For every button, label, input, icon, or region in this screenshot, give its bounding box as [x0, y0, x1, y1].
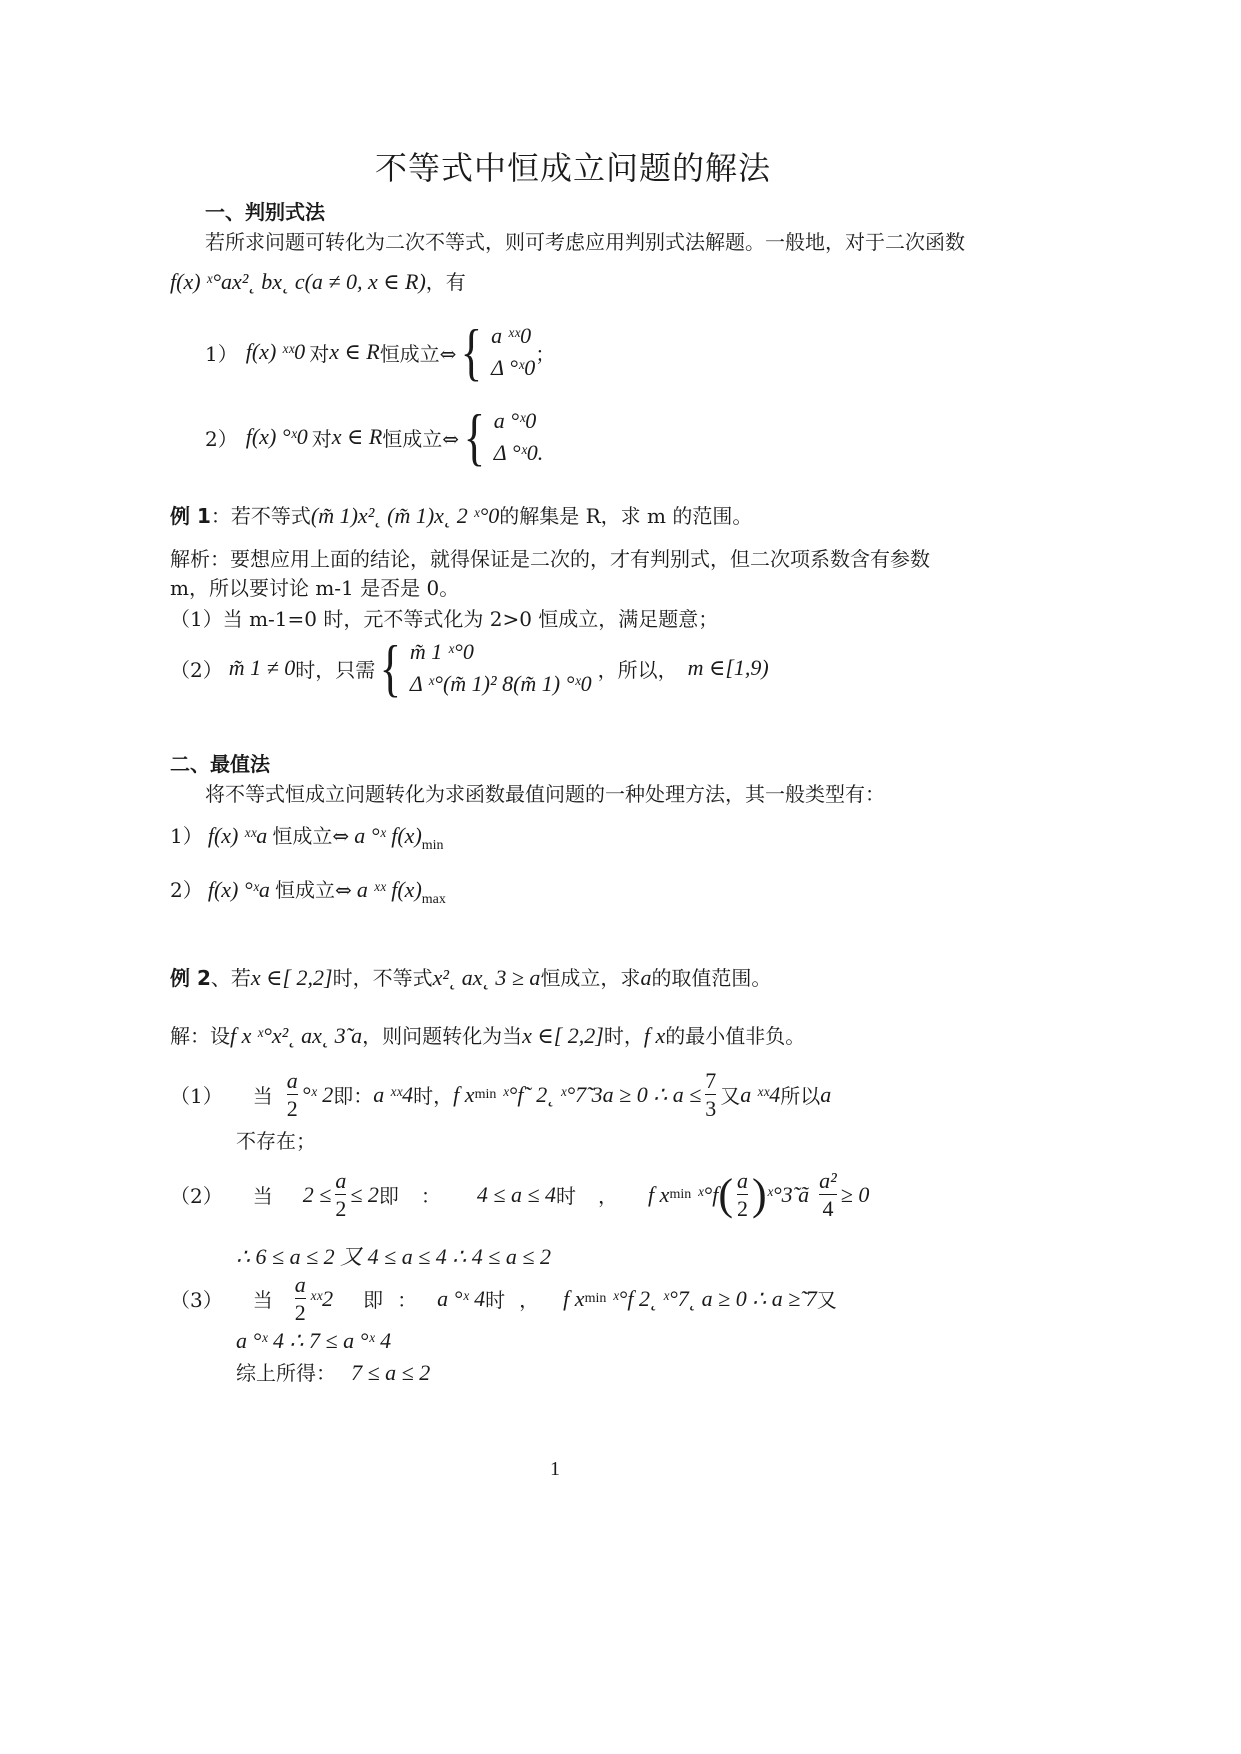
- case-1-fmin: f x: [453, 1081, 475, 1107]
- example-1-analysis-2: m，所以要讨论 m-1 是否是 0。: [170, 576, 460, 600]
- condition-2-dui: 对: [311, 426, 332, 451]
- page-title: 不等式中恒成立问题的解法: [375, 149, 772, 187]
- solution-range: x ∈[ 2,2]: [522, 1023, 604, 1048]
- condition-2-number: 2）: [205, 426, 238, 451]
- case-3-fraction: [295, 1272, 306, 1326]
- case-2-right: ≤ 2: [350, 1181, 379, 1207]
- left-paren-icon: (: [718, 1170, 733, 1220]
- case-2-square-fraction: [819, 1168, 837, 1222]
- solution-def: f x ˣ°x²˛ ax˛ 3̃ a: [230, 1023, 363, 1048]
- fraction-bar: [737, 1194, 748, 1195]
- condition-1-end: ；: [535, 341, 556, 366]
- example-1-inequality: (m̃ 1)x²˛ (m̃ 1)x˛ 2 ˣ°0: [310, 503, 500, 528]
- example-2-inequality: x²˛ ax˛ 3 ≥ a: [432, 965, 541, 990]
- fraction-bar: [287, 1094, 298, 1095]
- condition-2-row-2: Δ °ˣ0.: [493, 440, 544, 465]
- page-number: 1: [550, 1458, 560, 1480]
- case-3-fraction-den: 2: [294, 1300, 306, 1326]
- type-2-number: 2）: [170, 878, 203, 902]
- quadratic-function: f(x) ˣ°ax²˛ bx˛ c(a ≠ 0, x ∈ R): [170, 269, 426, 294]
- case-3-min: min: [584, 1290, 607, 1306]
- example-2-solution-intro: [170, 1020, 805, 1049]
- case-3-number: （3）: [170, 1288, 223, 1313]
- case-2-square-den: 4: [822, 1196, 834, 1222]
- case-1-line-2: 不存在；: [236, 1129, 316, 1153]
- condition-2-row-1: a °ˣ0: [493, 408, 537, 433]
- example-1-suffix: 的解集是 R，求 m 的范围。: [499, 504, 753, 528]
- example-2-post-1: 恒成立，求: [540, 966, 641, 990]
- case-1-cond: a ˣˣ4: [373, 1081, 414, 1107]
- case-2-comma: ，: [598, 1184, 619, 1209]
- case-2-line-2: ∴ 6 ≤ a ≤ 2 又 4 ≤ a ≤ 4 ∴ 4 ≤ a ≤ 2: [236, 1244, 551, 1269]
- case-2-shi: 时: [556, 1184, 577, 1209]
- example-2-question: [170, 962, 771, 991]
- case-3-comma: ，: [519, 1288, 540, 1313]
- case-3-compare: ˣˣ2: [309, 1285, 334, 1311]
- condition-2-system: [494, 408, 544, 466]
- case-3-fraction-num: a: [294, 1272, 306, 1297]
- case-3-ji: 即: [363, 1288, 384, 1313]
- condition-1-row-2: Δ °ˣ0: [491, 355, 536, 380]
- example-2-a: a: [640, 965, 652, 990]
- condition-1-system: [491, 323, 535, 381]
- case-3-when: 当: [252, 1288, 273, 1313]
- example-1-case-2-mid: 时，只需: [295, 657, 376, 682]
- case-2-paren-den: 2: [737, 1196, 748, 1222]
- condition-1-number: 1）: [205, 341, 238, 366]
- type-1-rhs: a °ˣ f(x): [354, 823, 422, 848]
- condition-1-domain: x ∈ R: [329, 339, 380, 364]
- example-1-system-row-2: Δ ˣ°(m̃ 1)² 8(m̃ 1) °ˣ0: [409, 671, 592, 696]
- case-2-cond: 4 ≤ a ≤ 4: [476, 1181, 557, 1207]
- case-1-suoyi: 所以: [780, 1084, 821, 1109]
- solution-mid-2: 时，: [603, 1024, 644, 1048]
- type-2-mid: 恒成立⇔: [274, 878, 352, 902]
- section-1-heading: 一、判别式法: [205, 200, 325, 224]
- case-1-bound-fraction: [705, 1068, 716, 1122]
- case-1-compare: °ˣ 2: [301, 1081, 334, 1107]
- type-1: [170, 820, 444, 854]
- example-1-analysis-4: [170, 632, 769, 703]
- quadratic-function-tail: ，有: [425, 270, 466, 294]
- example-2-mid: 时，不等式: [332, 966, 433, 990]
- type-2-lhs: f(x) °ˣa: [207, 877, 270, 902]
- type-2-max: max: [421, 892, 446, 907]
- case-2-fraction: [335, 1168, 346, 1222]
- example-1-analysis-1: 解析：要想应用上面的结论，就得保证是二次的，才有判别式，但二次项系数含有参数: [170, 547, 930, 571]
- case-2-left: 2 ≤: [302, 1181, 332, 1207]
- case-1-fraction: [287, 1068, 298, 1122]
- case-3-you: 又: [816, 1288, 837, 1313]
- case-1-bound-den: 3: [705, 1096, 717, 1122]
- brace-icon: {: [461, 316, 483, 387]
- brace-icon: {: [463, 401, 486, 472]
- case-2-ge: ≥ 0: [840, 1181, 870, 1207]
- case-1-you: 又: [720, 1084, 741, 1109]
- condition-2: [205, 401, 544, 472]
- section-2-heading: 二、最值法: [170, 752, 270, 776]
- example-2-prefix: 、若: [210, 966, 251, 990]
- case-2-fraction-den: 2: [335, 1196, 347, 1222]
- summary-prefix: 综上所得：: [236, 1361, 336, 1385]
- condition-2-lhs: f(x) °ˣ0: [245, 424, 308, 449]
- example-1-question: [170, 500, 752, 529]
- case-3-line-2: a °ˣ 4 ∴ 7 ≤ a °ˣ 4: [236, 1328, 392, 1353]
- case-2-value-2: ˣ°3̃ ã: [766, 1181, 810, 1207]
- example-1-case-2-number: （2）: [170, 657, 223, 682]
- type-1-lhs: f(x) ˣˣa: [207, 823, 268, 848]
- type-1-mid: 恒成立⇔: [272, 824, 350, 848]
- case-1-bound-num: 7: [705, 1068, 717, 1093]
- solution-f: f x: [643, 1023, 666, 1048]
- example-1-case-2-cond: m̃ 1 ≠ 0: [228, 655, 296, 680]
- example-1-system-row-1: m̃ 1 ˣ°0: [409, 639, 474, 664]
- case-2-square-num: a²: [819, 1168, 837, 1193]
- example-2-range: x ∈[ 2,2]: [250, 965, 333, 990]
- case-3-cond: a °ˣ 4: [437, 1285, 486, 1311]
- example-2-case-3: [170, 1272, 837, 1326]
- example-2-label: 例 2: [170, 966, 211, 990]
- case-1-number: （1）: [170, 1084, 223, 1109]
- case-1-a: a: [820, 1081, 832, 1107]
- case-2-colon: ：: [420, 1184, 441, 1209]
- type-1-number: 1）: [170, 824, 203, 848]
- case-2-min: min: [669, 1186, 692, 1202]
- condition-1-dui: 对: [309, 341, 330, 366]
- example-2-post-2: 的取值范围。: [651, 966, 772, 990]
- fraction-bar: [295, 1298, 306, 1299]
- right-paren-icon: ): [752, 1170, 767, 1220]
- case-2-when: 当: [252, 1184, 273, 1209]
- type-1-min: min: [421, 838, 444, 853]
- condition-1-lhs: f(x) ˣˣ0: [245, 339, 306, 364]
- case-1-fraction-den: 2: [286, 1096, 298, 1122]
- case-2-fmin: f x: [648, 1181, 670, 1207]
- example-1-result: m ∈[1,9): [687, 655, 769, 680]
- section-1-intro: 若所求问题可转化为二次不等式，则可考虑应用判别式法解题。一般地，对于二次函数: [205, 230, 965, 254]
- fraction-bar: [819, 1194, 837, 1195]
- case-2-number: （2）: [170, 1184, 223, 1209]
- summary-result: 7 ≤ a ≤ 2: [351, 1360, 431, 1385]
- type-2-rhs: a ˣˣ f(x): [356, 877, 422, 902]
- condition-1-row-1: a ˣˣ0: [491, 323, 532, 348]
- condition-1: [205, 316, 556, 387]
- case-1-value: ˣ°f˜ 2˛ ˣ°7̃ 3a ≥ 0 ∴ a ≤: [502, 1081, 702, 1107]
- quadratic-function-line: [170, 266, 466, 295]
- example-1-system: [410, 639, 592, 697]
- solution-mid: ，则问题转化为当: [362, 1024, 523, 1048]
- condition-1-equiv: 恒成立⇔: [379, 341, 457, 366]
- case-2-paren-fraction: [737, 1168, 748, 1222]
- case-2-fraction-num: a: [335, 1168, 347, 1193]
- type-2: [170, 874, 446, 908]
- case-2-paren-num: a: [737, 1168, 748, 1193]
- section-2-intro: 将不等式恒成立问题转化为求函数最值问题的一种处理方法，其一般类型有：: [205, 782, 885, 806]
- example-2-case-1: [170, 1068, 831, 1122]
- example-1-label: 例 1: [170, 504, 211, 528]
- case-1-min: min: [474, 1086, 497, 1102]
- solution-prefix: 解：设: [170, 1024, 230, 1048]
- case-3-value: ˣ°f 2˛ ˣ°7˛ a ≥ 0 ∴ a ≥̃ 7: [612, 1285, 817, 1311]
- case-3-fmin: f x: [563, 1285, 585, 1311]
- case-2-value-1: ˣ°f: [697, 1181, 719, 1207]
- case-3-colon: ：: [397, 1288, 418, 1313]
- case-3-shi: 时: [485, 1288, 506, 1313]
- fraction-bar: [705, 1094, 716, 1095]
- brace-icon: {: [379, 632, 402, 703]
- condition-2-equiv: 恒成立⇔: [382, 426, 460, 451]
- case-1-ji: 即：: [333, 1084, 374, 1109]
- case-1-fraction-num: a: [286, 1068, 298, 1093]
- example-1-post: ，所以，: [597, 657, 678, 682]
- solution-post: 的最小值非负。: [665, 1024, 806, 1048]
- condition-2-domain: x ∈ R: [331, 424, 383, 449]
- case-1-cond-2: a ˣˣ4: [740, 1081, 781, 1107]
- example-1-prefix: ：若不等式: [210, 504, 311, 528]
- case-1-when: 当: [252, 1084, 273, 1109]
- fraction-bar: [335, 1194, 346, 1195]
- case-1-shi: 时，: [413, 1084, 454, 1109]
- example-2-case-2: [170, 1168, 869, 1222]
- summary: [236, 1357, 430, 1386]
- example-1-analysis-3: （1）当 m-1=0 时，元不等式化为 2>0 恒成立，满足题意；: [170, 607, 719, 631]
- case-2-ji: 即: [378, 1184, 399, 1209]
